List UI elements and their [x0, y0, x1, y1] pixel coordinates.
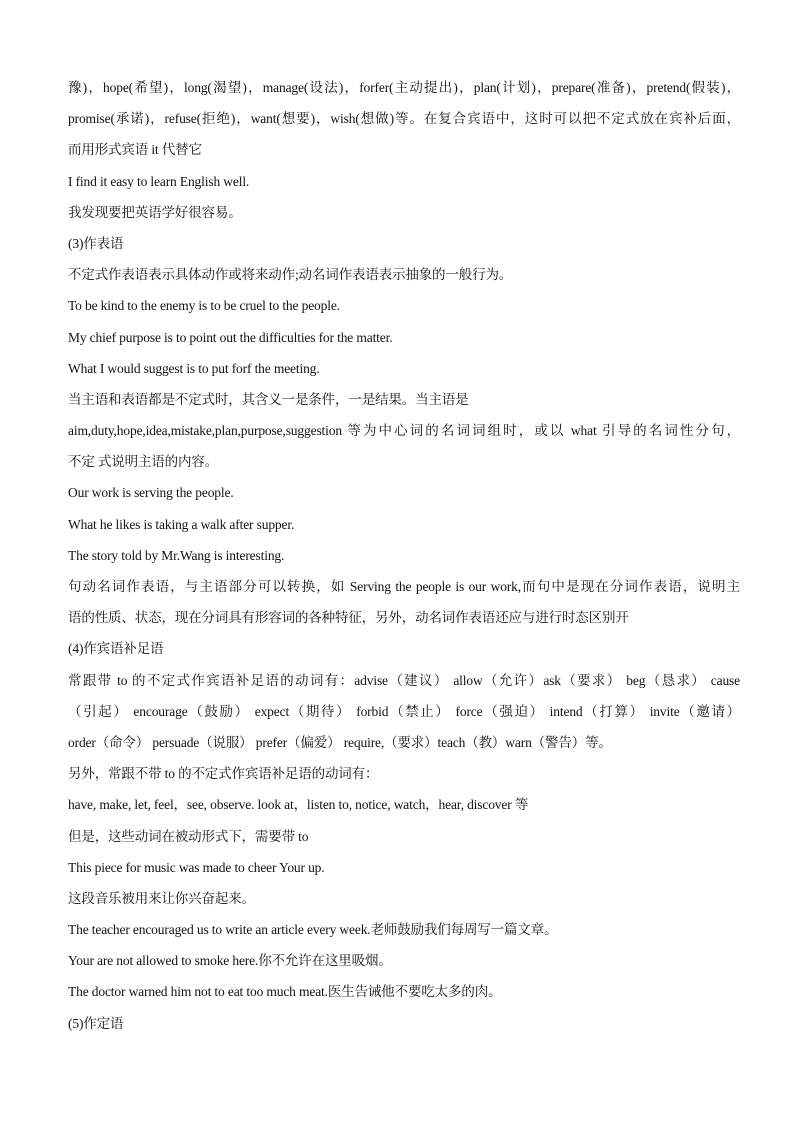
example-sentence: What he likes is taking a walk after supper. [68, 516, 295, 532]
text-line: have, make, let, feel，see, observe. look at，listen to, notice, watch，hear, discover 等 [68, 797, 529, 813]
text-line: 但是，这些动词在被动形式下，需要带 to [68, 828, 309, 844]
example-sentence: Your are not allowed to smoke here.你不允许在这里吸烟。 [68, 953, 392, 969]
example-sentence: The story told by Mr.Wang is interesting. [68, 547, 285, 563]
text-line: 语的性质、状态，现在分词具有形容词的各种特征，另外，动名词作表语还应与进行时态区别开 [68, 610, 629, 626]
section-heading: (5)作定语 [68, 1015, 124, 1031]
text-line: aim,duty,hope,idea,mistake,plan,purpose,suggestion 等为中心词的名词词组时，或以 what 引导的名词性分句， [68, 423, 740, 439]
example-translation: 我发现要把英语学好很容易。 [68, 204, 242, 220]
text-line: 常跟带 to 的不定式作宾语补足语的动词有：advise（建议） allow（允许）ask（要求） beg（恳求） cause [68, 672, 740, 688]
text-line: 不定 式说明主语的内容。 [68, 454, 219, 470]
text-line: promise(承诺)，refuse(拒绝)，want(想要)，wish(想做)等。在复合宾语中，这时可以把不定式放在宾补后面， [68, 111, 740, 127]
text-line: （引起） encourage（鼓励） expect（期待） forbid（禁止） force（强迫） intend（打算） invite（邀请） [68, 703, 740, 719]
example-sentence: Our work is serving the people. [68, 485, 234, 501]
text-line: 豫)，hope(希望)，long(渴望)，manage(设法)，forfer(主动提出)，plan(计划)，prepare(准备)，pretend(假装)， [68, 80, 740, 95]
example-sentence: My chief purpose is to point out the difficulties for the matter. [68, 329, 393, 345]
document-body [68, 72, 740, 1039]
example-sentence: The doctor warned him not to eat too much meat.医生告诫他不要吃太多的肉。 [68, 984, 502, 1000]
text-line: 句动名词作表语，与主语部分可以转换，如 Serving the people is our work,而句中是现在分词作表语，说明主 [68, 579, 740, 594]
example-sentence: The teacher encouraged us to write an article every week.老师鼓励我们每周写一篇文章。 [68, 922, 558, 938]
text-line: 当主语和表语都是不定式时，其含义一是条件，一是结果。当主语是 [68, 391, 469, 407]
example-sentence: To be kind to the enemy is to be cruel to the people. [68, 298, 340, 314]
text-line: 不定式作表语表示具体动作或将来动作;动名词作表语表示抽象的一般行为。 [68, 267, 513, 283]
example-sentence: What I would suggest is to put forf the meeting. [68, 360, 320, 376]
text-line: 而用形式宾语 it 代替它 [68, 142, 202, 158]
example-sentence: This piece for music was made to cheer Your up. [68, 859, 325, 875]
text-line: order（命令） persuade（说服） prefer（偏爱） require,（要求）teach（教）warn（警告）等。 [68, 734, 612, 750]
section-heading: (4)作宾语补足语 [68, 641, 164, 657]
section-heading: (3)作表语 [68, 235, 124, 251]
example-translation: 这段音乐被用来让你兴奋起来。 [68, 890, 255, 906]
example-sentence: I find it easy to learn English well. [68, 173, 250, 189]
text-line: 另外，常跟不带 to 的不定式作宾语补足语的动词有： [68, 766, 379, 782]
